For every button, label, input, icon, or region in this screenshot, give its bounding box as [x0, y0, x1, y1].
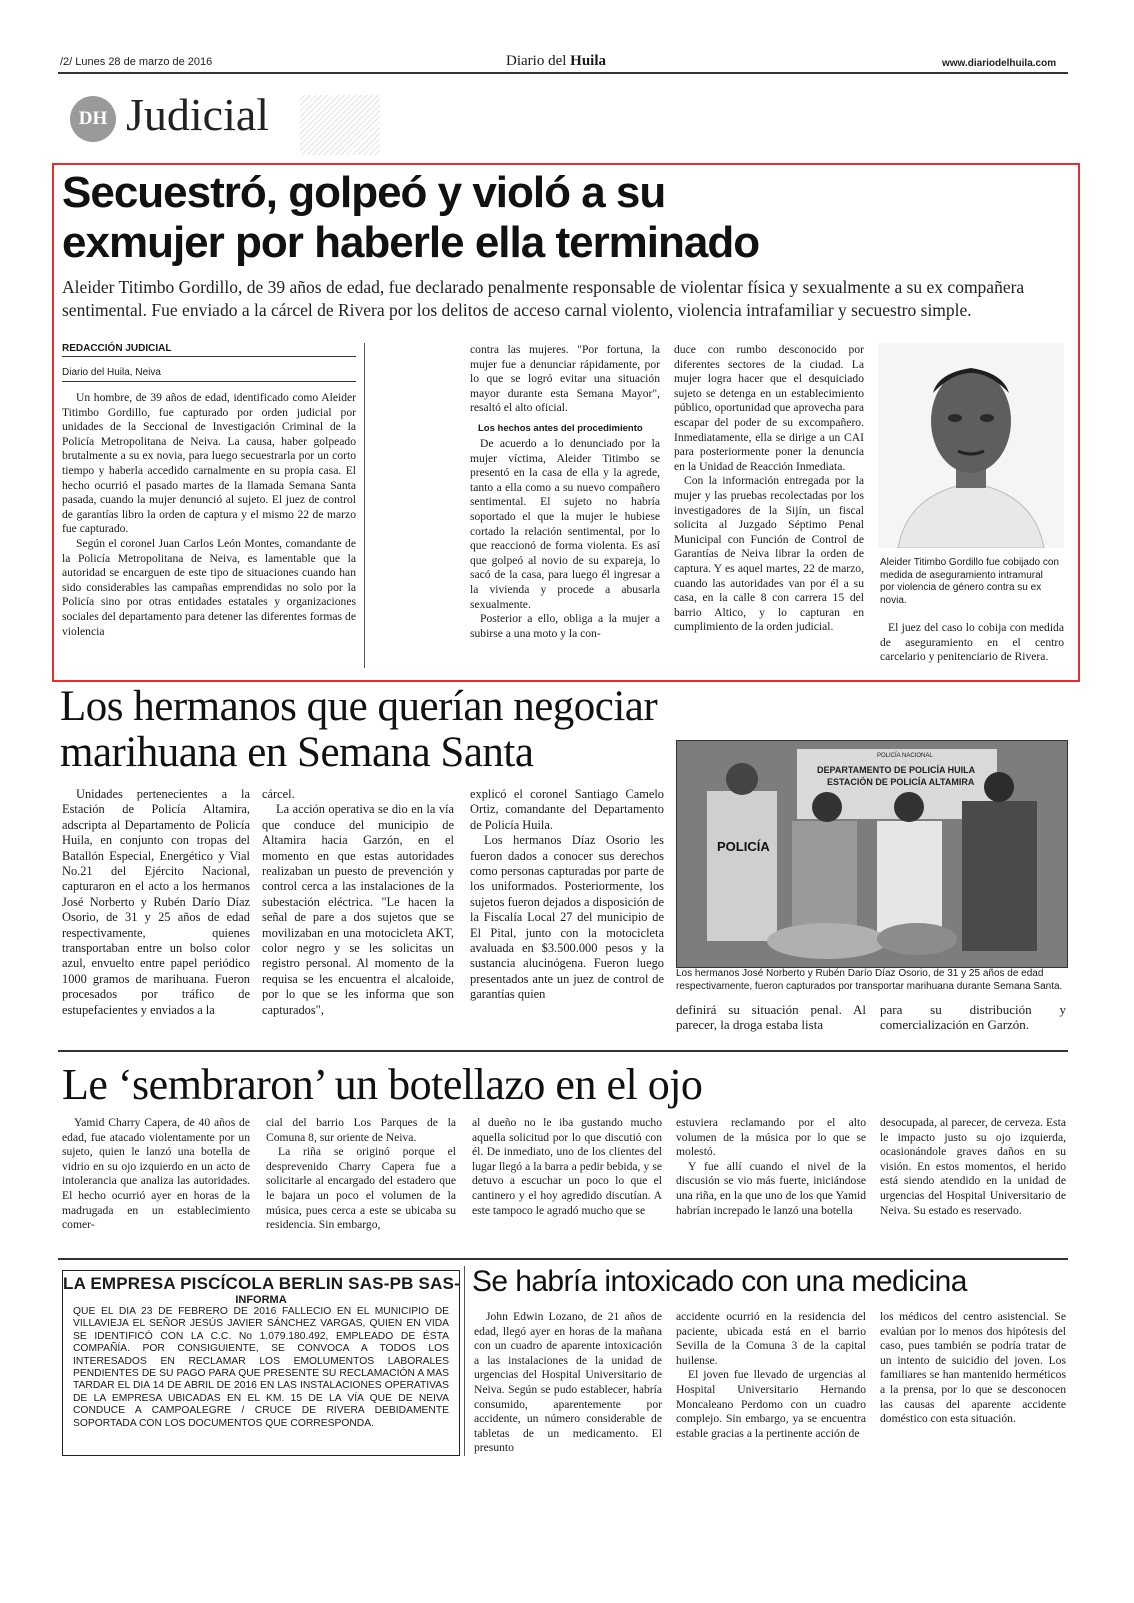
- notice-body: QUE EL DIA 23 DE FEBRERO DE 2016 FALLECIO EN EL MUNICIPIO DE VILLAVIEJA EL SEÑOR JESÚS JAVIER SÁNCHEZ VARGAS, QUIEN EN VIDA SE IDENTIFICÓ CON LA C.C. No 1.079.180.492, EMPLEADO DE ÉSTA COMPAÑÍA. POR CONSIGUIENTE, SE CONVOCA A TODOS LOS INTERESADOS EN RECLAMAR LOS EMOLUMENTOS LABORALES PENDIENTES DE SU PAGO PARA QUE PRESENTE SU RECLAMACIÓN A MAS TARDAR EL DIA 14 DE ABRIL DE 2016 EN LAS INSTALACIONES OPERATIVAS DE LA EMPRESA UBICADAS EN EL KM. 15 DE LA VÍA QUE DE NEIVA CONDUCE A CAMPOALEGRE / CRUCE DE RIVERA DEBIDAMENTE SOPORTADA CON LOS DOCUMENTOS QUE CORRESPONDA.: [73, 1306, 449, 1429]
- arrest-photo: [676, 740, 1068, 968]
- story1-col3: [674, 343, 864, 635]
- story2-headline: [60, 684, 657, 776]
- story1-col1-p1: Un hombre, de 39 años de edad, identificado como Aleider Titimbo Gordillo, fue capturado por orden judicial por unidades de la Seccional de Investigación Criminal de la Policía Metropolitana de Neiva. La causa, haber golpeado brutalmente a su ex novia, para luego secuestrarla por un corto tiempo y haberla accedido carnalmente en su propia casa. El hecho ocurrió el pasado martes de la llamada Semana Santa pasada, cuando la mujer denunció al sujeto. El juez de control de garantías libro la orden de captura y el mismo 22 de marzo fue capturado.: [62, 391, 356, 536]
- photo-banner-text: DEPARTAMENTO DE POLICÍA HUILA: [817, 765, 976, 775]
- story4-col3: [880, 1310, 1066, 1427]
- story1-byline: REDACCIÓN JUDICIAL: [62, 343, 356, 357]
- story4-headline: Se habría intoxicado con una medicina: [472, 1265, 967, 1298]
- story2-col2-p2: La acción operativa se dio en la vía que conduce del municipio de Altamira hacia Garzón, en el momento en que estas autoridades realizaban un puesto de prevención y control cerca a las instalaciones de la subestación eléctrica. "Le hacen la señal de pare a dos sujetos que se movilizaban en una motocicleta AKT, color negro y se les solicitas un registro personal. Al momento de la requisa se les encuentra el alcaloide, por lo que se les informa que son capturados",: [262, 802, 454, 1017]
- story1-subhead: Los hechos antes del procedimiento: [478, 422, 643, 434]
- story3-headline: Le ‘sembraron’ un botellazo en el ojo: [62, 1060, 703, 1109]
- story4-left-rule: [464, 1266, 465, 1456]
- story3-col1-p1: Yamid Charry Capera, de 40 años de edad, fue atacado violentamente por un sujeto, quien le lanzó una botella de vidrio en su ojo izquierdo en un acto de intolerancia que analiza las autoridades. El hecho ocurrió ayer en horas de la madrugada en un establecimiento comer-: [62, 1116, 250, 1232]
- story3-col5-p1: desocupada, al parecer, de cerveza. Esta le impacto justo su ojo izquierda, ocasionándole graves daños en su visión. En estos momentos, el herido está siendo atendido en la unidad de urgencias del Hospital Universitario de Neiva. Su estado es reservado.: [880, 1116, 1066, 1217]
- story2-col1: [62, 787, 250, 1018]
- story1-col4: [880, 621, 1064, 665]
- photo-badge-text: POLICÍA NACIONAL: [877, 753, 933, 759]
- notice-title: LA EMPRESA PISCÍCOLA BERLIN SAS-PB SAS-: [63, 1274, 460, 1293]
- story1-col3-p1: duce con rumbo desconocido por diferentes sectores de la ciudad. La mujer logra hacer que el desquiciado sujeto se detenga en un establecimiento público, oportunidad que aprovecha para escapar del poder de su excompañero. Inmediatamente, ella se dirige a un CAI para posteriormente poner la denuncia en la Unidad de Reacción Inmediata.: [674, 343, 864, 473]
- story3-bottom-rule: [58, 1258, 1068, 1260]
- notice-box: [62, 1270, 460, 1456]
- story2-col2-p1: cárcel.: [262, 787, 295, 801]
- story3-col2: [266, 1116, 456, 1233]
- page-date: /2/ Lunes 28 de marzo de 2016: [60, 56, 213, 68]
- paper-name: [506, 53, 606, 70]
- story3-col4: [676, 1116, 866, 1218]
- notice-subtitle: INFORMA: [235, 1294, 287, 1306]
- website: www.diariodelhuila.com: [942, 58, 1057, 69]
- dh-logo: [70, 96, 116, 142]
- story1-col1-p2: Según el coronel Juan Carlos León Montes, comandante de la Policía Metropolitana de Neiva, es lamentable que la autoridad se encarguen de este tipo de situaciones cuando han sido considerables las campañas emprendidas no solo por la Policía sino por otras entidades estatales y organizaciones sociales del departamento para detener las diferentes formas de violencia: [62, 536, 356, 638]
- story4-col1: [474, 1310, 662, 1456]
- story2-photo-caption: Los hermanos José Norberto y Rubén Darío Díaz Osorio, de 31 y 25 años de edad respectivamente, fueron capturados por transportar marihuana durante Semana Santa.: [676, 968, 1063, 992]
- story1-col2-p3: Posterior a ello, obliga a la mujer a subirse a una moto y la con-: [470, 612, 660, 640]
- section-title: Judicial: [126, 89, 270, 140]
- story1-col1: [62, 343, 356, 639]
- story2-col3-p1: explicó el coronel Santiago Camelo Ortiz, comandante del Departamento de Policía Huila.: [470, 787, 664, 832]
- story2-col3: [470, 787, 664, 1003]
- dh-logo-text: DH: [78, 108, 108, 129]
- masthead-rule: [58, 72, 1068, 74]
- story3-col2-p1: cial del barrio Los Parques de la Comuna 8, sur oriente de Neiva.: [266, 1116, 456, 1144]
- story2-col5: [880, 1002, 1066, 1033]
- story3-col1: [62, 1116, 250, 1233]
- column-rule: [364, 343, 365, 668]
- story4-col3-p1: los médicos del centro asistencial. Se evalúan por lo menos dos hipótesis del caso, pues también se podría tratar de un intento de suicidio del joven. Los familiares se han mantenido herméticos a la prensa, por lo que se desconocen las causas del aparente accidente doméstico con esta situación.: [880, 1310, 1066, 1426]
- story3-col4-p2: Y fue allí cuando el nivel de la discusión se vio más fuerte, iniciándose una riña, en la que uno de los que Yamid habrían increpado le lanzó una botella: [676, 1159, 866, 1217]
- story4-col2-p1: accidente ocurrió en la residencia del paciente, ubicada está en el barrio Sevilla de la Comuna 3 de la capital huilense.: [676, 1310, 866, 1367]
- story2-col4: [676, 1002, 866, 1033]
- mugshot-photo: [878, 343, 1064, 548]
- photo-vest-text: POLICÍA: [717, 839, 770, 854]
- story1-col3-p2: Con la información entregada por la mujer y las pruebas recolectadas por los investigadores de la Sijín, un fiscal solicita al Juzgado Séptimo Penal Municipal con Función de Control de Garantías de Neiva librar la orden de captura. Y es aquel martes, 22 de marzo, cuando las autoridades van por él a su casa, en la calle 8 con carrera 15 del barrio Altico, y lo capturan en cumplimiento de la orden judicial.: [674, 474, 864, 634]
- story1-headline-line1: Secuestró, golpeó y violó a su: [62, 168, 666, 217]
- story2-col5-p1: para su distribución y comercialización en Garzón.: [880, 1002, 1066, 1033]
- story4-col2-p2: El joven fue llevado de urgencias al Hospital Universitario Hernando Moncaleano Perdomo con un cuadro complejo. Sin embargo, ya se encuentra estable gracias a la pertinente acción de: [676, 1368, 866, 1440]
- story1-col4-p1: El juez del caso lo cobija con medida de aseguramiento en el centro carcelario y penitenciario de Rivera.: [880, 621, 1064, 664]
- story2-headline-line2: marihuana en Semana Santa: [60, 729, 534, 776]
- arrest-scene: [677, 741, 1067, 967]
- story1-photo-caption: Aleider Titimbo Gordillo fue cobijado con medida de aseguramiento intramural por violencia de género contra su ex novia.: [880, 557, 1059, 606]
- story4-col2: [676, 1310, 866, 1441]
- story1-deck-line1: Aleider Titimbo Gordillo, de 39 años de edad, fue declarado penalmente responsable de violentar física y sexualmente a su ex compañera: [62, 277, 1025, 297]
- section-hatch: [300, 95, 380, 155]
- story4-col1-p1: John Edwin Lozano, de 21 años de edad, llegó ayer en horas de la mañana con un cuadro de aparente intoxicación a las instalaciones de la unidad de urgencias del Hospital Universitario de Neiva. Según se pudo establecer, habría consumido, aparentemente por accidente, un número considerable de tabletas de un medicamento. El presunto: [474, 1310, 662, 1455]
- story2-bottom-rule: [58, 1050, 1068, 1052]
- story1-deck: [62, 276, 1062, 322]
- story1-col2: [470, 343, 660, 641]
- paper-name-bold: Huila: [570, 53, 607, 69]
- story1-headline: [62, 168, 759, 268]
- story2-headline-line1: Los hermanos que querían negociar: [60, 683, 658, 730]
- photo-banner-text-2: ESTACIÓN DE POLICÍA ALTAMIRA: [827, 777, 975, 787]
- story3-col4-p1: estuviera reclamando por el alto volumen de la música por lo que se molestó.: [676, 1116, 866, 1159]
- story1-col2-p2: De acuerdo a lo denunciado por la mujer víctima, Aleider Titimbo se presentó en la casa de ella y la agrede, tanto a ella como a su nuevo compañero sentimental. El sujeto no habría soportado el que la mujer le hubiese cortado la relación sentimental, por lo que reaccionó de forma violenta. Es así que golpeó al novio de su expareja, lo sacó de la casa, para luego él ingresar a la vivienda y procede a abusarla sexualmente.: [470, 436, 660, 611]
- story1-col2-p1: contra las mujeres. "Por fortuna, la mujer fue a denunciar rápidamente, por lo que se logró evitar una situación mayor durante esta Semana Mayor", resaltó el alto oficial.: [470, 343, 660, 415]
- story2-col2: [262, 787, 454, 1018]
- story1-headline-line2: exmujer por haberle ella terminado: [62, 218, 760, 267]
- story3-col3: [472, 1116, 662, 1218]
- story2-col3-p2: Los hermanos Díaz Osorio les fueron dados a conocer sus derechos como personas capturadas por parte de los uniformados. Posteriormente, los sujetos fueron dejados a disposición de la Fiscalía Local 27 del municipio de El Pital, junto con la motocicleta avaluada en $3.500.000 pesos y la sustancia alucinógena. Fueron luego presentados ante un juez de control de garantías quien: [470, 833, 664, 1002]
- story1-deck-line2: sentimental. Fue enviado a la cárcel de Rivera por los delitos de acceso carnal violento, violencia intrafamiliar y secuestro simple.: [62, 300, 972, 320]
- story2-col4-p1: definirá su situación penal. Al parecer, la droga estaba lista: [676, 1002, 866, 1033]
- mugshot-figure: [878, 343, 1064, 548]
- story3-col2-p2: La riña se originó porque el desprevenido Charry Capera fue a solicitarle al encargado del estadero que le bajara un poco el volumen de la música, pues cerca a este se ubicaba su residencia. Sin embargo,: [266, 1145, 456, 1232]
- story3-col3-p1: al dueño no le iba gustando mucho aquella solicitud por lo que discutió con él. De inmediato, uno de los clientes del lugar llegó a la barra a pedir bebida, y se detuvo a escuchar un poco lo que el cantinero y el hoy agredido discutían. A este tampoco le agradó mucho que se: [472, 1116, 662, 1217]
- story1-dateline: Diario del Huila, Neiva: [62, 367, 356, 382]
- story2-col1-p1: Unidades pertenecientes a la Estación de Policía Altamira, adscripta al Departamento de Policía Huila, en conjunto con tropas del Batallón Especial, Energético y Vial No.21 del Ejército Nacional, capturaron en el acto a los hermanos José Norberto y Rubén Darío Díaz Osorio, de 31 y 25 años de edad respectivamente, quienes transportaban entre un bolso color azul, envuelto entre papel periódico 1000 gramos de marihuana. Fueron procesados por tráfico de estupefacientes y enviados a la: [62, 787, 250, 1017]
- story3-col5: [880, 1116, 1066, 1218]
- paper-name-prefix: Diario del: [506, 53, 567, 69]
